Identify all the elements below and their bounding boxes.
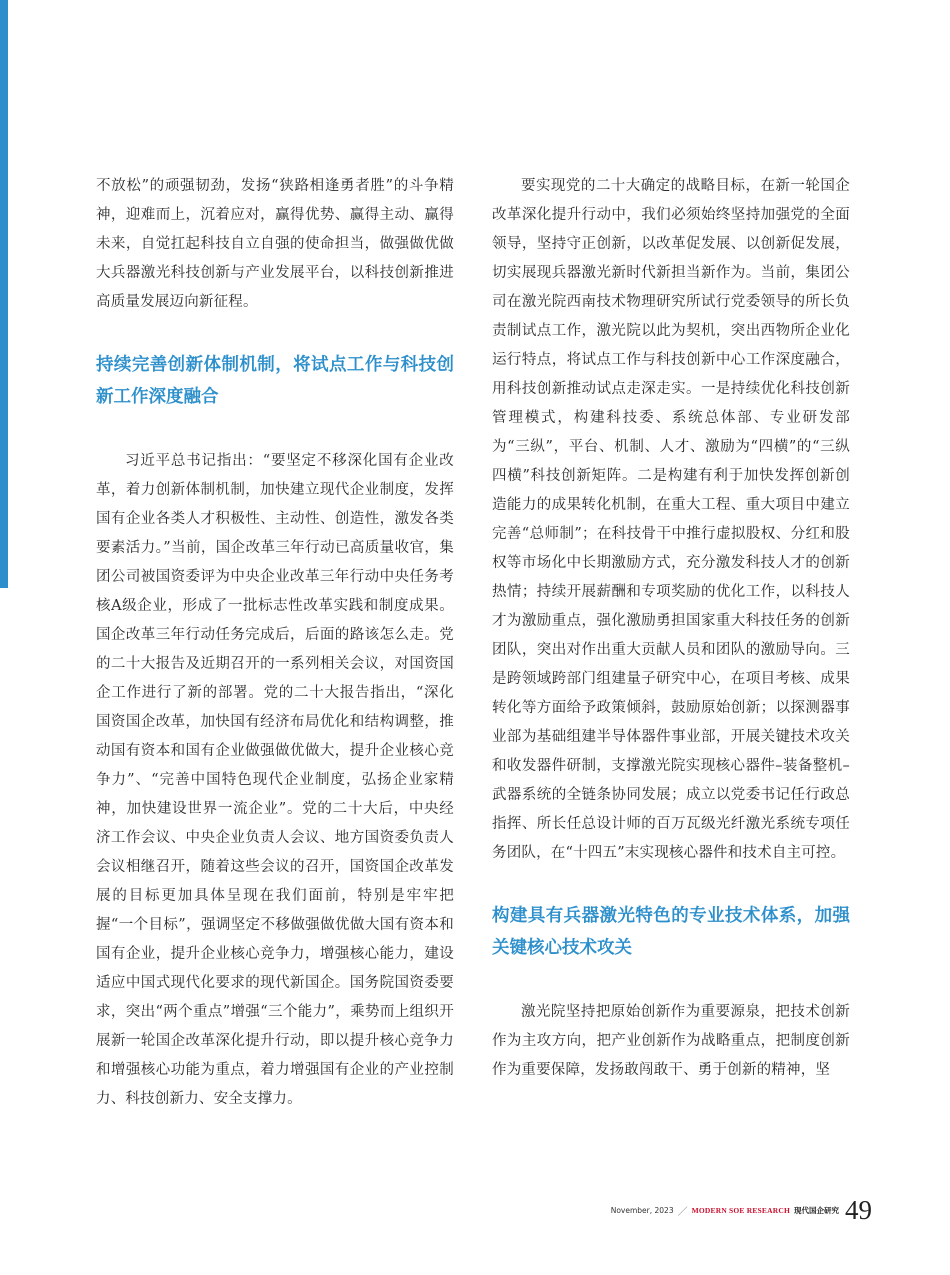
- left-column: [96, 172, 454, 1114]
- magazine-name-en: MODERN SOE RESEARCH: [691, 1205, 790, 1215]
- issue-date: November, 2023: [610, 1205, 674, 1215]
- paragraph: 习近平总书记指出：“要坚定不移深化国有企业改革，着力创新体制机制，加快建立现代企业制度，发挥国有企业各类人才积极性、主动性、创造性，激发各类要素活力。”当前，国企改革三年行动已高质量收官，集团公司被国资委评为中央企业改革三年行动中央任务考核A级企业，形成了一批标志性改革实践和制度成果。国企改革三年行动任务完成后，后面的路该怎么走。党的二十大报告及近期召开的一系列相关会议，对国资国企工作进行了新的部署。党的二十大报告指出，“深化国资国企改革，加快国有经济布局优化和结构调整，推动国有资本和国有企业做强做优做大，提升企业核心竞争力”、“完善中国特色现代企业制度，弘扬企业家精神，加快建设世界一流企业”。党的二十大后，中央经济工作会议、中央企业负责人会议、地方国资委负责人会议相继召开，随着这些会议的召开，国资国企改革发展的目标更加具体呈现在我们面前，特别是牢牢把握“一个目标”，强调坚定不移做强做优做大国有资本和国有企业，提升企业核心竞争力，增强核心能力，建设适应中国式现代化要求的现代新国企。国务院国资委要求，突出“两个重点”增强“三个能力”，乘势而上组织开展新一轮国企改革深化提升行动，即以提升核心竞争力和增强核心功能为重点，着力增强国有企业的产业控制力、科技创新力、安全支撑力。: [96, 453, 454, 1107]
- page-number: 49: [845, 1194, 872, 1225]
- section-heading: 持续完善创新体制机制，将试点工作与科技创新工作深度融合: [96, 355, 454, 407]
- magazine-name-cn: 现代国企研究: [794, 1205, 839, 1215]
- paragraph: 要实现党的二十大确定的战略目标，在新一轮国企改革深化提升行动中，我们必须始终坚持加强党的全面领导，坚持守正创新，以改革促发展、以创新促发展，切实展现兵器激光新时代新担当新作为。当前，集团公司在激光院西南技术物理研究所试行党委领导的所长负责制试点工作，激光院以此为契机，突出西物所企业化运行特点，将试点工作与科技创新中心工作深度融合，用科技创新推动试点走深走实。一是持续优化科技创新管理模式，构建科技委、系统总体部、专业研发部为“三纵”，平台、机制、人才、激励为“四横”的“三纵四横”科技创新矩阵。二是构建有利于加快发挥创新创造能力的成果转化机制，在重大工程、重大项目中建立完善“总师制”；在科技骨干中推行虚拟股权、分红和股权等市场化中长期激励方式，充分激发科技人才的创新热情；持续开展薪酬和专项奖励的优化工作，以科技人才为激励重点，强化激励勇担国家重大科技任务的创新团队，突出对作出重大贡献人员和团队的激励导向。三是跨领域跨部门组建量子研究中心，在项目考核、成果转化等方面给予政策倾斜，鼓励原始创新；以探测器事业部为基础组建半导体器件事业部，开展关键技术攻关和收发器件研制，支撑激光院实现核心器件–装备整机–武器系统的全链条协同发展；成立以党委书记任行政总指挥、所长任总设计师的百万瓦级光纤激光系统专项任务团队，在“十四五”末实现核心器件和技术自主可控。: [492, 178, 850, 861]
- paragraph: 不放松”的顽强韧劲，发扬“狭路相逢勇者胜”的斗争精神，迎难而上，沉着应对，赢得优势、赢得主动、赢得未来，自觉扛起科技自立自强的使命担当，做强做优做大兵器激光科技创新与产业发展平台，以科技创新推进高质量发展迈向新征程。: [96, 178, 454, 310]
- paragraph: 激光院坚持把原始创新作为重要源泉，把技术创新作为主攻方向，把产业创新作为战略重点，把制度创新作为重要保障，发扬敢闯敢干、勇于创新的精神，坚: [492, 1004, 850, 1078]
- side-accent-bar: [0, 0, 8, 588]
- page-footer: [611, 1193, 872, 1227]
- section-heading: 构建具有兵器激光特色的专业技术体系，加强关键核心技术攻关: [492, 906, 850, 958]
- footer-divider: ／: [677, 1206, 688, 1218]
- right-column: [492, 172, 850, 1085]
